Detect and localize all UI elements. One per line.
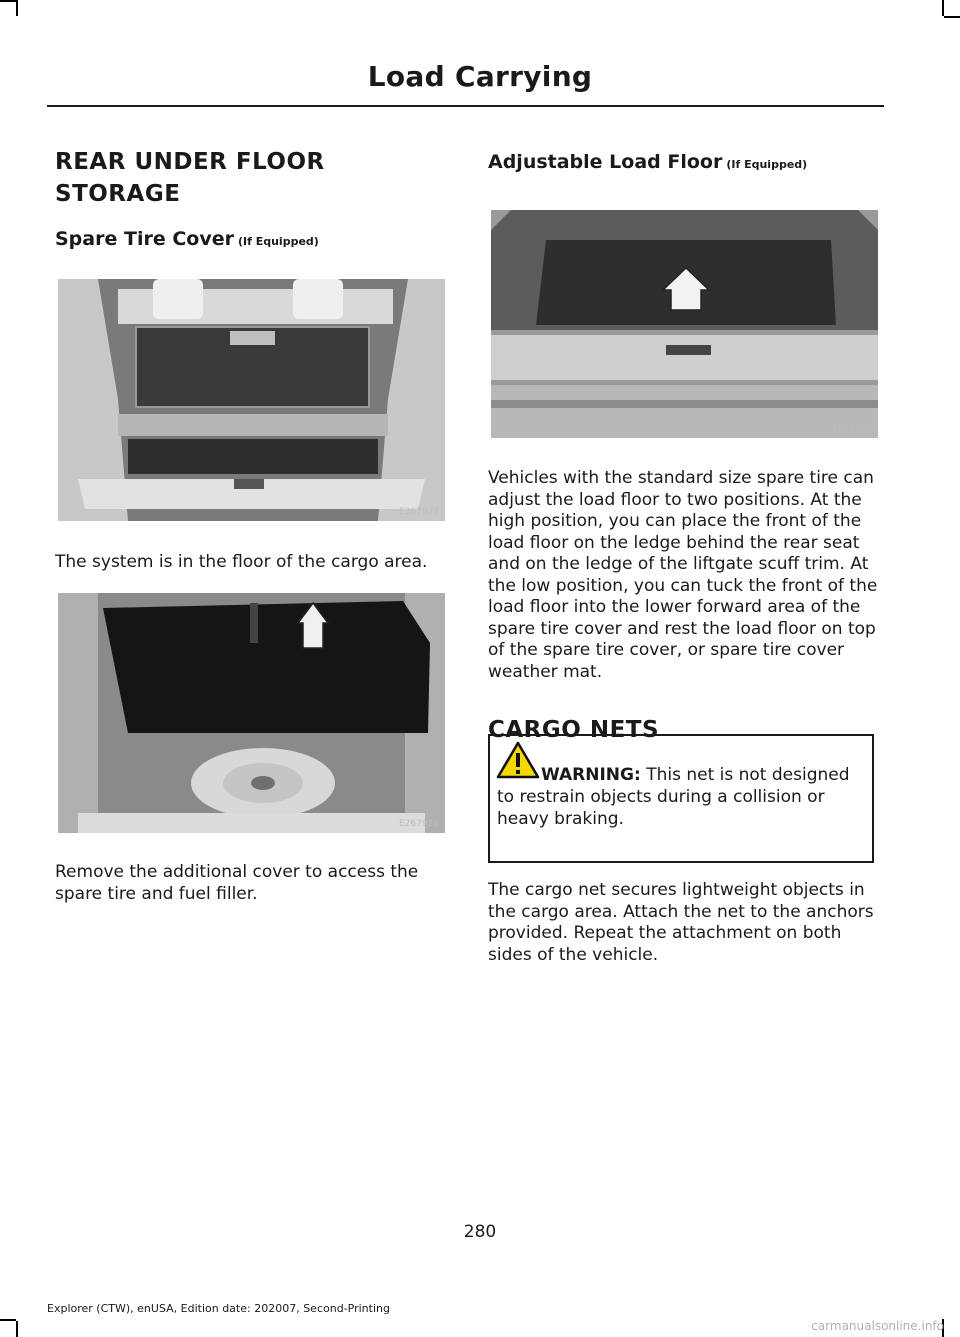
warning-box [488, 734, 874, 863]
crop-mark [16, 0, 18, 16]
figure-code: E267929 [831, 424, 872, 434]
watermark: carmanualsonline.info [811, 1319, 944, 1333]
section-title-line1: REAR UNDER FLOOR [55, 149, 325, 175]
paragraph: Remove the additional cover to access the spare tire and fuel filler. [55, 862, 419, 904]
paragraph: The cargo net secures lightweight objects in the cargo area. Attach the net to the anchors provided. Repeat the attachment on both sides of the vehicle. [488, 880, 874, 965]
crop-mark [0, 0, 16, 2]
subsection-title-spare-tire-cover [55, 227, 319, 254]
figure-adjustable-load-floor [491, 210, 878, 438]
subsection-qualifier: (If Equipped) [237, 235, 319, 248]
figure-remove-cover [58, 593, 445, 833]
paragraph: Vehicles with the standard size spare tire can adjust the load floor to two positions. At the high position, you can place the front of the load floor on the ledge behind the rear seat and on the ledge of the liftgate scuff trim. At the low position, you can tuck the front of the load floor into the lower forward area of the spare tire cover and rest the load floor on top of the spare tire cover, or spare tire cover weather mat. [488, 468, 878, 682]
crop-mark [942, 0, 944, 16]
page-number: 280 [463, 1222, 497, 1242]
load-floor-illustration [491, 210, 878, 438]
section-title: CARGO NETS [488, 717, 660, 743]
warning-text [497, 764, 869, 830]
subsection-title-adjustable-load-floor [488, 150, 807, 177]
cargo-area-illustration [58, 279, 445, 521]
warning-body: This net is not designed to restrain objects during a collision or heavy braking. [497, 765, 850, 829]
figure-code: E267927 [398, 507, 439, 517]
section-title [55, 146, 325, 210]
warning-label: WARNING: [541, 765, 641, 785]
paragraph: The system is in the floor of the cargo area. [55, 552, 428, 572]
footer-text: Explorer (CTW), enUSA, Edition date: 202007, Second-Printing [47, 1302, 390, 1315]
header-rule [47, 105, 884, 107]
crop-mark [16, 1321, 18, 1337]
subsection-title-text: Spare Tire Cover [55, 228, 234, 250]
remove-cover-illustration [58, 593, 445, 833]
figure-cargo-area [58, 279, 445, 521]
section-title-line2: STORAGE [55, 181, 181, 207]
figure-code: E267928 [398, 819, 439, 829]
page-header-title: Load Carrying [367, 60, 593, 93]
subsection-qualifier: (If Equipped) [726, 158, 808, 171]
subsection-title-text: Adjustable Load Floor [488, 151, 723, 173]
crop-mark [944, 16, 960, 18]
crop-mark [0, 1319, 16, 1321]
